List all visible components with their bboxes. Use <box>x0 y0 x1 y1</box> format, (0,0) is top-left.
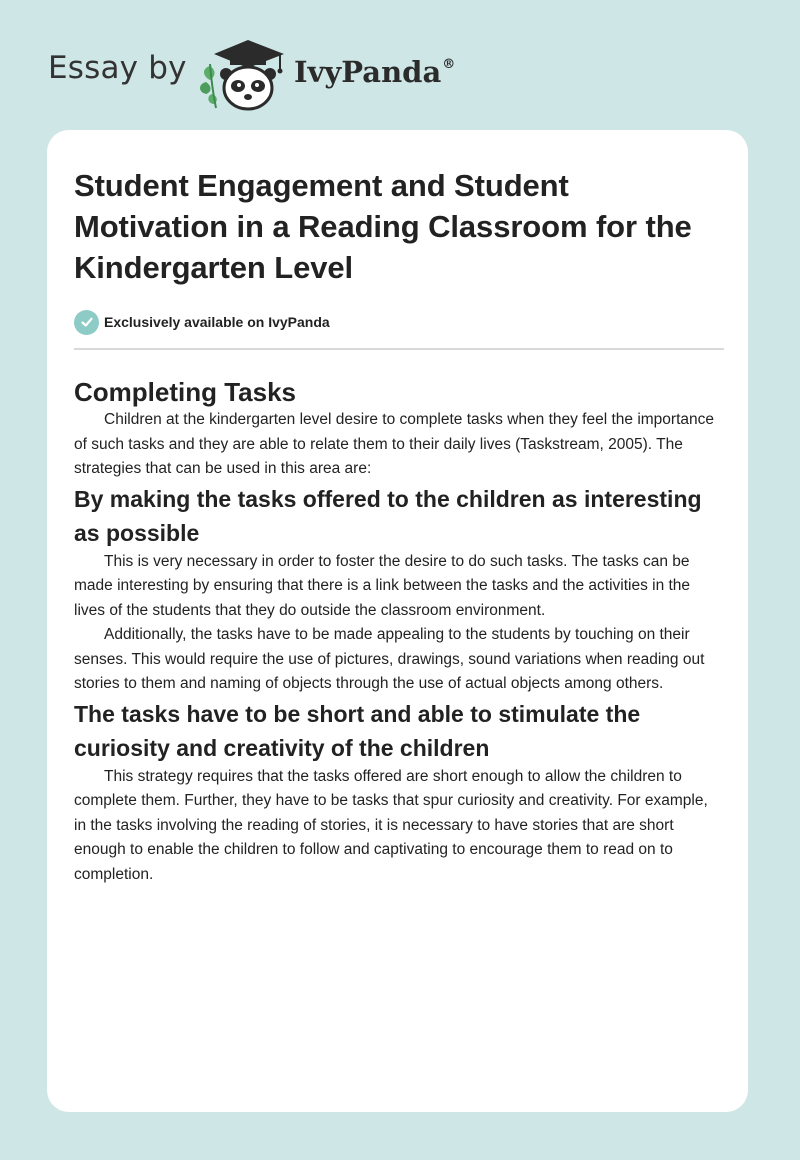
panda-graduate-icon[interactable] <box>196 34 292 114</box>
essay-content <box>74 165 724 887</box>
essay-card <box>47 130 748 1112</box>
section-heading: Completing Tasks <box>74 377 297 407</box>
subheading: By making the tasks offered to the children as interesting as possible <box>74 485 702 546</box>
essay-by-label: Essay by <box>48 50 187 86</box>
paragraph: Children at the kindergarten level desire to complete tasks when they feel the importance of such tasks and they are able to relate them to their daily lives (Taskstream, 2005). The strategies that can be used in this area are: <box>74 411 715 477</box>
badge-text: Exclusively available on IvyPanda <box>104 314 330 330</box>
subheading: The tasks have to be short and able to stimulate the curiosity and creativity of the children <box>74 700 641 761</box>
paragraph: Additionally, the tasks have to be made appealing to the students by touching on their senses. This would require the use of pictures, drawings, sound variations when reading out stories to them and naming of objects through the use of actual objects among others. <box>74 626 705 692</box>
brand-text: IvyPanda <box>294 55 442 89</box>
exclusive-badge <box>74 309 724 335</box>
divider <box>74 348 724 350</box>
essay-title: Student Engagement and Student Motivation in a Reading Classroom for the Kindergarten Level <box>74 168 692 285</box>
registered-mark: ® <box>442 57 456 72</box>
paragraph: This strategy requires that the tasks offered are short enough to allow the children to complete them. Further, they have to be tasks that spur curiosity and creativity. For example, in the tasks involving the reading of stories, it is necessary to have stories that are short enough to enable the children to follow and captivating to encourage them to read on to completion. <box>74 767 708 883</box>
brand-name[interactable] <box>294 55 455 89</box>
paragraph: This is very necessary in order to foster the desire to do such tasks. The tasks can be made interesting by ensuring that there is a link between the tasks and the activities in the lives of the students that they do outside the classroom environment. <box>74 552 691 619</box>
checkmark-icon <box>74 310 99 335</box>
site-header <box>0 0 800 130</box>
